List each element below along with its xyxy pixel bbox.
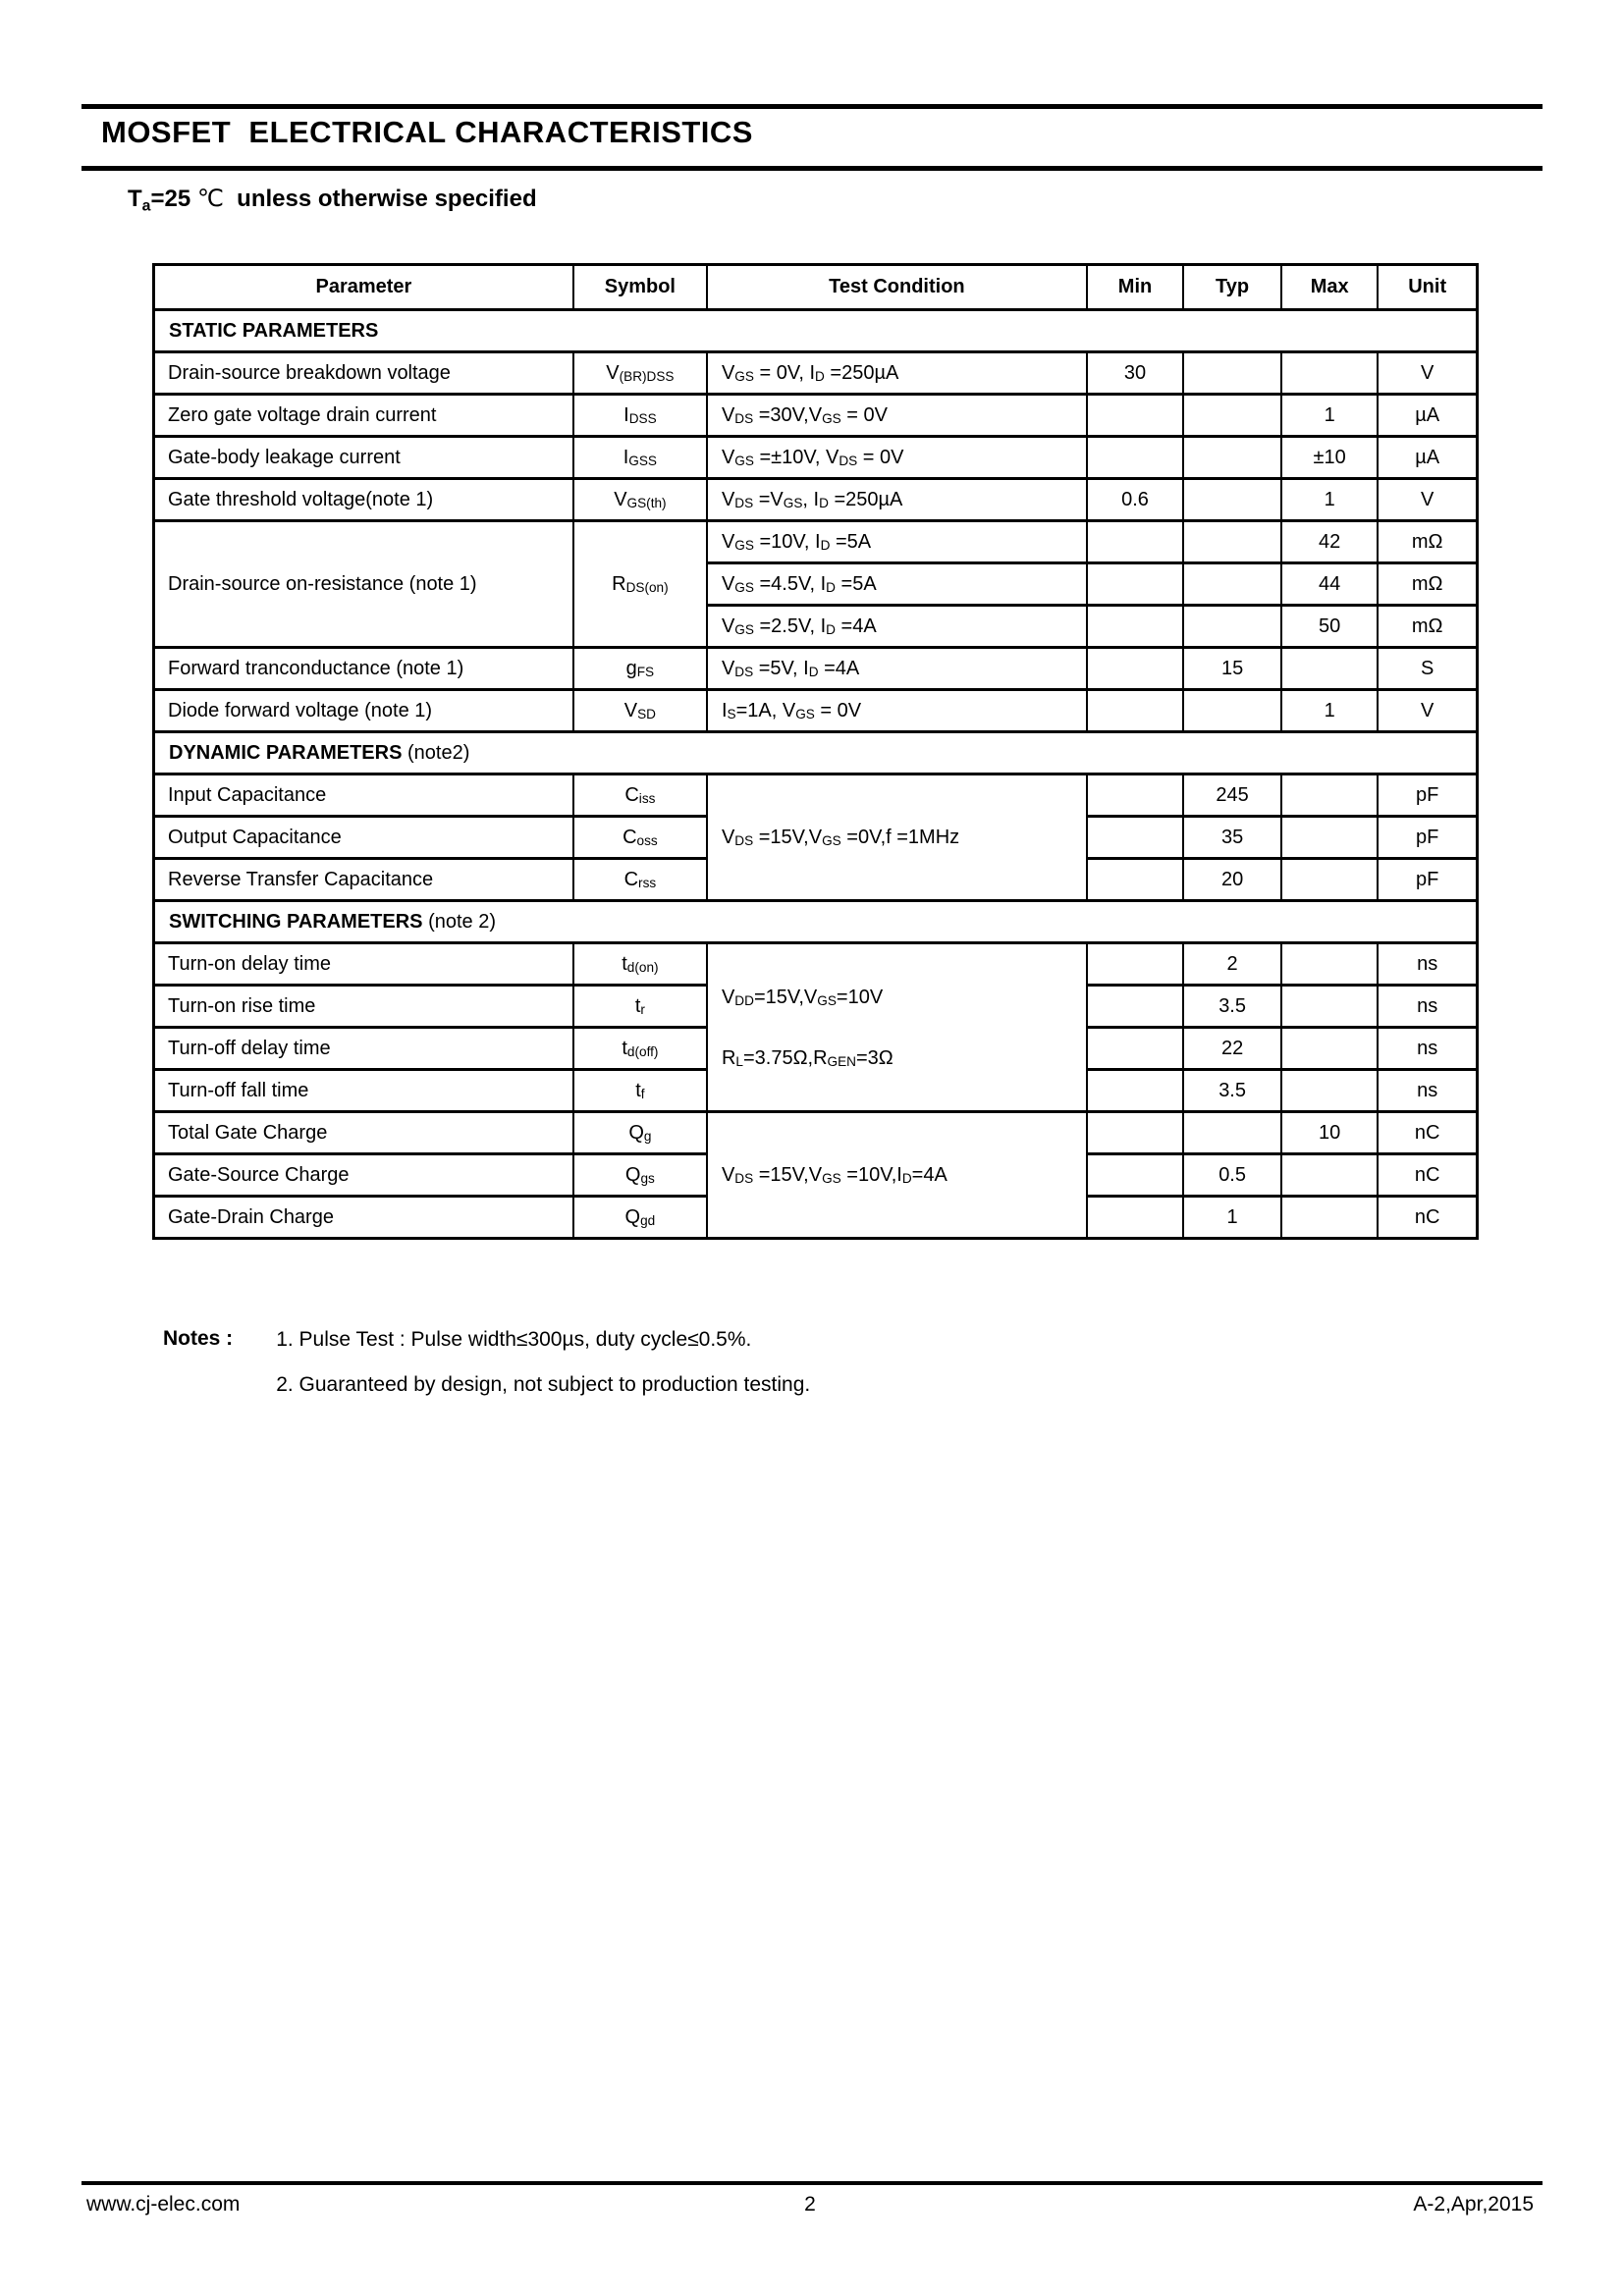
unit-cell: V [1378, 352, 1477, 395]
min-cell [1087, 606, 1183, 648]
max-cell: 44 [1281, 563, 1378, 606]
symbol-cell: $V_{(BR)DSS}$ [573, 352, 707, 395]
page-footer [86, 2193, 1534, 2216]
max-cell [1281, 1070, 1378, 1112]
max-cell: 10 [1281, 1112, 1378, 1154]
typ-cell [1183, 521, 1281, 563]
min-cell [1087, 859, 1183, 901]
typ-cell [1183, 690, 1281, 732]
parameter-cell: Total Gate Charge [154, 1112, 573, 1154]
typ-cell: 22 [1183, 1028, 1281, 1070]
parameter-cell: Reverse Transfer Capacitance [154, 859, 573, 901]
table-row [154, 1112, 1478, 1154]
symbol-cell: $C_{oss}$ [573, 817, 707, 859]
test-condition-cell: $V_{DS} =15V,V_{GS} =10V,I_D=4A$ [707, 1112, 1087, 1239]
symbol-cell: $I_{DSS}$ [573, 395, 707, 437]
unit-cell: ns [1378, 1070, 1477, 1112]
min-cell [1087, 1070, 1183, 1112]
typ-cell [1183, 437, 1281, 479]
table-row [154, 479, 1478, 521]
symbol-cell: $I_{GSS}$ [573, 437, 707, 479]
max-cell [1281, 1154, 1378, 1197]
max-cell: 50 [1281, 606, 1378, 648]
symbol-cell: $C_{iss}$ [573, 774, 707, 817]
max-cell [1281, 986, 1378, 1028]
test-condition-cell: $V_{GS} =2.5V$, $I_D =4A$ [707, 606, 1087, 648]
max-cell: 1 [1281, 479, 1378, 521]
section-title: DYNAMIC PARAMETERS (note2) [154, 732, 1478, 774]
table-header-row [154, 265, 1478, 310]
unit-cell: nC [1378, 1112, 1477, 1154]
electrical-characteristics-table [152, 263, 1479, 1240]
min-cell [1087, 521, 1183, 563]
section-title: STATIC PARAMETERS [154, 310, 1478, 352]
symbol-cell: $g_{FS}$ [573, 648, 707, 690]
min-cell [1087, 563, 1183, 606]
typ-cell [1183, 1112, 1281, 1154]
parameter-cell: Drain-source breakdown voltage [154, 352, 573, 395]
max-cell [1281, 1197, 1378, 1239]
symbol-cell: $Q_{gs}$ [573, 1154, 707, 1197]
min-cell [1087, 1028, 1183, 1070]
parameter-cell: Forward tranconductance (note 1) [154, 648, 573, 690]
test-condition-cell: $V_{GS} =10V$, $I_D =5A$ [707, 521, 1087, 563]
min-cell [1087, 1154, 1183, 1197]
unit-cell: V [1378, 690, 1477, 732]
typ-cell [1183, 479, 1281, 521]
test-condition-cell: $V_{DS} =V_{GS}$, $I_D =250\mu A$ [707, 479, 1087, 521]
unit-cell: ns [1378, 943, 1477, 986]
max-cell [1281, 859, 1378, 901]
table-row [154, 352, 1478, 395]
min-cell: 0.6 [1087, 479, 1183, 521]
parameter-cell: Gate-body leakage current [154, 437, 573, 479]
min-cell: 30 [1087, 352, 1183, 395]
page-title: MOSFET ELECTRICAL CHARACTERISTICS [101, 115, 753, 149]
col-header-test-condition: Test Condition [707, 265, 1087, 310]
parameter-cell: Turn-off delay time [154, 1028, 573, 1070]
table-row [154, 648, 1478, 690]
min-cell [1087, 1197, 1183, 1239]
max-cell: 1 [1281, 690, 1378, 732]
unit-cell: pF [1378, 817, 1477, 859]
parameter-cell: Gate-Source Charge [154, 1154, 573, 1197]
table-row [154, 437, 1478, 479]
test-condition-cell: $V_{GS} =4.5V$, $I_D =5A$ [707, 563, 1087, 606]
footer-revision: A-2,Apr,2015 [1413, 2193, 1534, 2216]
test-condition-cell: $V_{GS} = 0V$, $I_D =250\mu A$ [707, 352, 1087, 395]
typ-cell: 20 [1183, 859, 1281, 901]
min-cell [1087, 1112, 1183, 1154]
test-condition-cell: $V_{GS} =\pm 10V$, $V_{DS} = 0V$ [707, 437, 1087, 479]
symbol-cell: $Q_{gd}$ [573, 1197, 707, 1239]
min-cell [1087, 774, 1183, 817]
parameter-cell: Turn-off fall time [154, 1070, 573, 1112]
test-condition-cell: $V_{DS} =30V,V_{GS} = 0V$ [707, 395, 1087, 437]
col-header-symbol: Symbol [573, 265, 707, 310]
typ-cell: 245 [1183, 774, 1281, 817]
symbol-cell: $t_r$ [573, 986, 707, 1028]
section-header-row [154, 310, 1478, 352]
min-cell [1087, 943, 1183, 986]
notes-label: Notes : [163, 1327, 234, 1350]
min-cell [1087, 648, 1183, 690]
symbol-cell: $R_{DS(on)}$ [573, 521, 707, 648]
test-condition-cell: $V_{DS} =5V$, $I_D =4A$ [707, 648, 1087, 690]
unit-cell: pF [1378, 774, 1477, 817]
notes-block [163, 1327, 810, 1417]
test-condition-cell: $I_S=1A$, $V_{GS} = 0V$ [707, 690, 1087, 732]
header-rule-top [81, 104, 1543, 109]
unit-cell: pF [1378, 859, 1477, 901]
min-cell [1087, 395, 1183, 437]
test-condition-cell: $V_{DS} =15V,V_{GS} =0V,f =1MHz$ [707, 774, 1087, 901]
col-header-max: Max [1281, 265, 1378, 310]
typ-cell: 15 [1183, 648, 1281, 690]
table-row [154, 774, 1478, 817]
table-row [154, 943, 1478, 986]
max-cell [1281, 648, 1378, 690]
typ-cell [1183, 606, 1281, 648]
unit-cell: mΩ [1378, 563, 1477, 606]
typ-cell: 2 [1183, 943, 1281, 986]
min-cell [1087, 690, 1183, 732]
symbol-cell: $V_{SD}$ [573, 690, 707, 732]
symbol-cell: $Q_g$ [573, 1112, 707, 1154]
unit-cell: V [1378, 479, 1477, 521]
spec-table-body [154, 310, 1478, 1239]
parameter-cell: Drain-source on-resistance (note 1) [154, 521, 573, 648]
unit-cell: ns [1378, 1028, 1477, 1070]
symbol-cell: $t_{d(on)}$ [573, 943, 707, 986]
parameter-cell: Turn-on rise time [154, 986, 573, 1028]
footer-page-number: 2 [804, 2193, 816, 2216]
symbol-cell: $t_{d(off)}$ [573, 1028, 707, 1070]
max-cell [1281, 1028, 1378, 1070]
typ-cell: 0.5 [1183, 1154, 1281, 1197]
max-cell [1281, 817, 1378, 859]
table-row [154, 690, 1478, 732]
typ-cell: 35 [1183, 817, 1281, 859]
note-items [276, 1327, 810, 1417]
table-row [154, 395, 1478, 437]
max-cell [1281, 774, 1378, 817]
symbol-cell: $C_{rss}$ [573, 859, 707, 901]
table-row [154, 521, 1478, 563]
footer-rule [81, 2181, 1543, 2185]
section-header-row [154, 901, 1478, 943]
max-cell [1281, 352, 1378, 395]
unit-cell: S [1378, 648, 1477, 690]
section-title: SWITCHING PARAMETERS (note 2) [154, 901, 1478, 943]
col-header-parameter: Parameter [154, 265, 573, 310]
parameter-cell: Gate-Drain Charge [154, 1197, 573, 1239]
typ-cell: 3.5 [1183, 986, 1281, 1028]
typ-cell: 1 [1183, 1197, 1281, 1239]
typ-cell: 3.5 [1183, 1070, 1281, 1112]
typ-cell [1183, 352, 1281, 395]
col-header-unit: Unit [1378, 265, 1477, 310]
unit-cell: µA [1378, 395, 1477, 437]
symbol-cell: $V_{GS(th)}$ [573, 479, 707, 521]
unit-cell: mΩ [1378, 606, 1477, 648]
min-cell [1087, 817, 1183, 859]
note-item-2: 2. Guaranteed by design, not subject to production testing. [276, 1373, 811, 1396]
footer-website: www.cj-elec.com [86, 2193, 241, 2216]
unit-cell: nC [1378, 1197, 1477, 1239]
parameter-cell: Turn-on delay time [154, 943, 573, 986]
max-cell [1281, 943, 1378, 986]
unit-cell: ns [1378, 986, 1477, 1028]
parameter-cell: Output Capacitance [154, 817, 573, 859]
temperature-condition: $T_a=25$ ℃ unless otherwise specified [128, 185, 537, 215]
max-cell: 1 [1281, 395, 1378, 437]
parameter-cell: Input Capacitance [154, 774, 573, 817]
symbol-cell: $t_f$ [573, 1070, 707, 1112]
col-header-min: Min [1087, 265, 1183, 310]
note-item-1: 1. Pulse Test : Pulse width≤300µs, duty cycle≤0.5%. [276, 1328, 752, 1351]
unit-cell: mΩ [1378, 521, 1477, 563]
test-condition-cell: $V_{DD}=15V,V_{GS}=10V$ $R_L=3.75\Omega,R_{GEN}=3\Omega$ [707, 943, 1087, 1112]
typ-cell [1183, 563, 1281, 606]
max-cell: 42 [1281, 521, 1378, 563]
typ-cell [1183, 395, 1281, 437]
header-rule-bottom [81, 166, 1543, 171]
col-header-typ: Typ [1183, 265, 1281, 310]
unit-cell: µA [1378, 437, 1477, 479]
section-header-row [154, 732, 1478, 774]
parameter-cell: Zero gate voltage drain current [154, 395, 573, 437]
max-cell: ±10 [1281, 437, 1378, 479]
min-cell [1087, 437, 1183, 479]
parameter-cell: Gate threshold voltage(note 1) [154, 479, 573, 521]
parameter-cell: Diode forward voltage (note 1) [154, 690, 573, 732]
unit-cell: nC [1378, 1154, 1477, 1197]
min-cell [1087, 986, 1183, 1028]
